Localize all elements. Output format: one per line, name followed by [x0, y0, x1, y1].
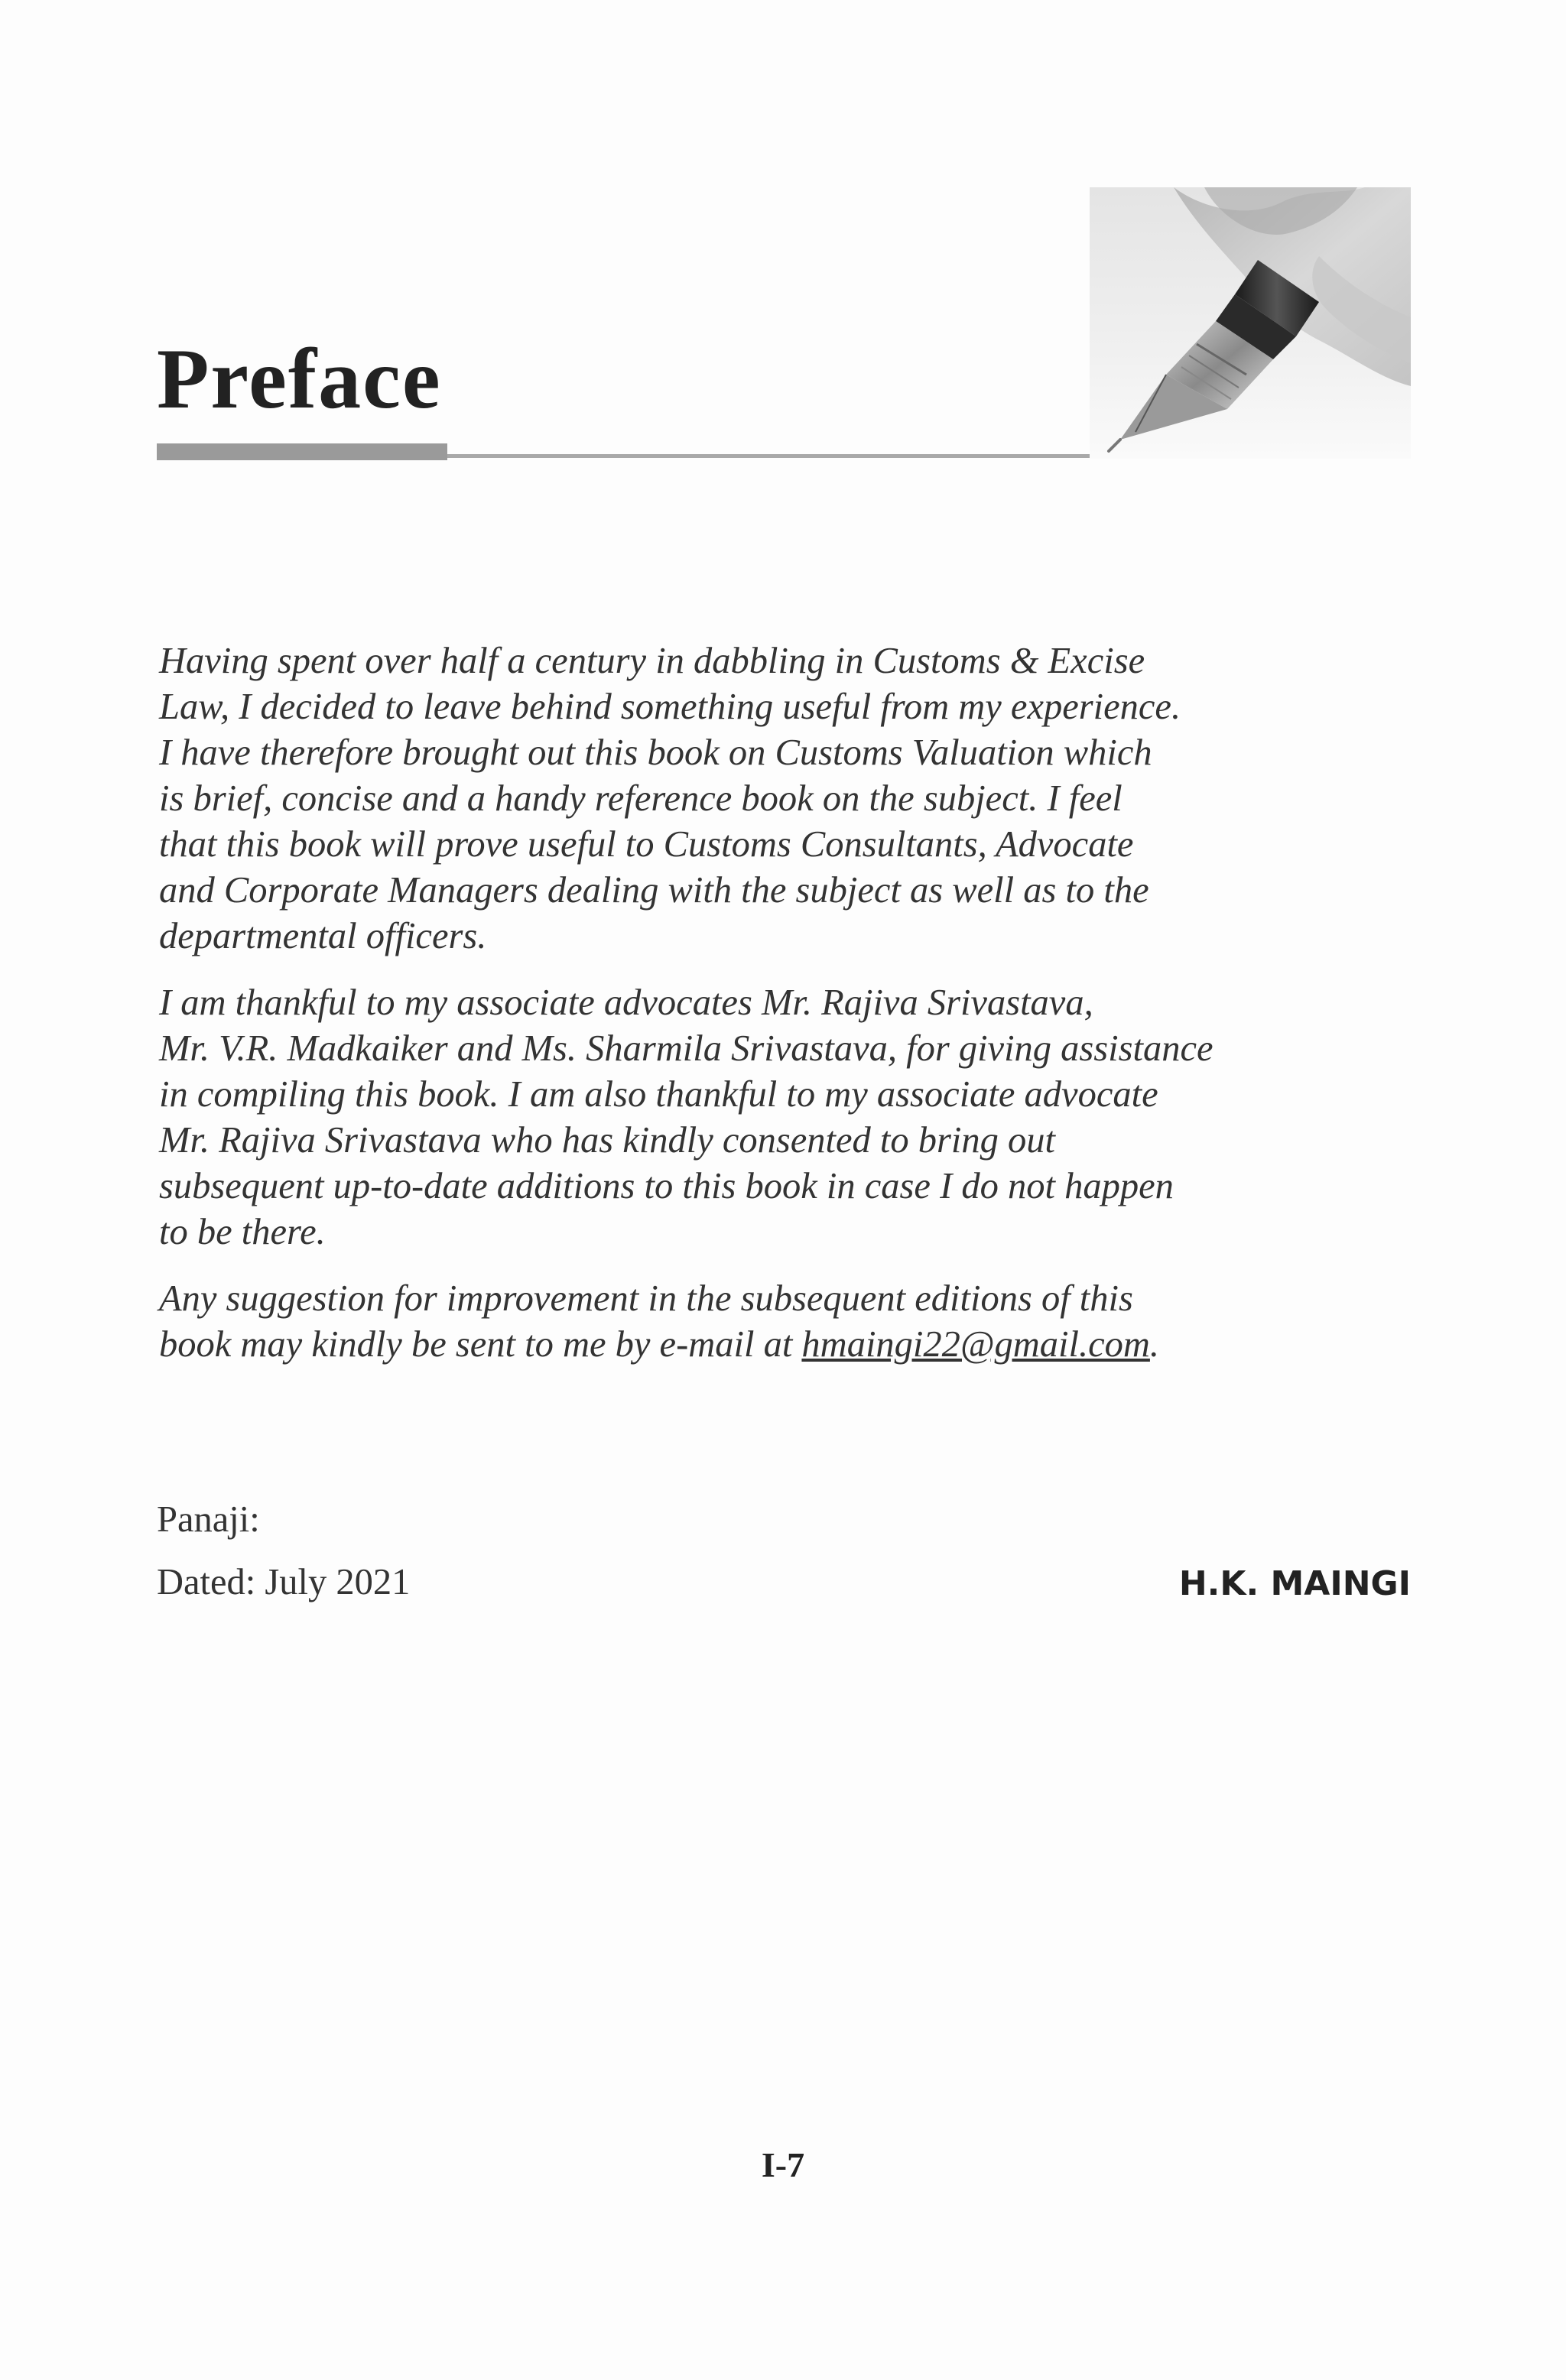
paragraph [159, 1276, 1413, 1368]
date: Dated: July 2021 [157, 1562, 411, 1602]
pen-nib-in-hand-icon [1090, 187, 1411, 459]
title-underline-thick [157, 443, 447, 460]
paragraph: I am thankful to my associate advocates Mr. Rajiva Srivastava, Mr. V.R. Madkaiker and Ms. Sharmila Srivastava, for giving assistance in compiling this book. I am also thankful to my associate advocate Mr. Rajiva Srivastava who has kindly consented to bring out subsequent up-to-date additions to this book in case I do not happen to be there. [159, 982, 1213, 1252]
place: Panaji: [157, 1499, 260, 1540]
email-link[interactable]: hmaingi22@gmail.com [801, 1324, 1150, 1365]
chapter-header [157, 183, 1411, 466]
page-title: Preface [157, 332, 442, 427]
author-name: H.K. MAINGI [1178, 1564, 1411, 1603]
paragraph-text: Any suggestion for improvement in the subsequent editions of this book may kindly be sent to me by e-mail at [159, 1278, 1133, 1365]
page-number: I-7 [761, 2145, 805, 2184]
paragraph: Having spent over half a century in dabbling in Customs & Excise Law, I decided to leave behind something useful from my experience. I have therefore brought out this book on Customs Valuation which is brief, concise and a handy reference book on the subject. I feel that this book will prove useful to Customs Consultants, Advocate and Corporate Managers dealing with the subject as well as to the departmental officers. [159, 641, 1181, 956]
paragraph-end: . [1149, 1324, 1160, 1365]
preface-body [159, 638, 1413, 1388]
